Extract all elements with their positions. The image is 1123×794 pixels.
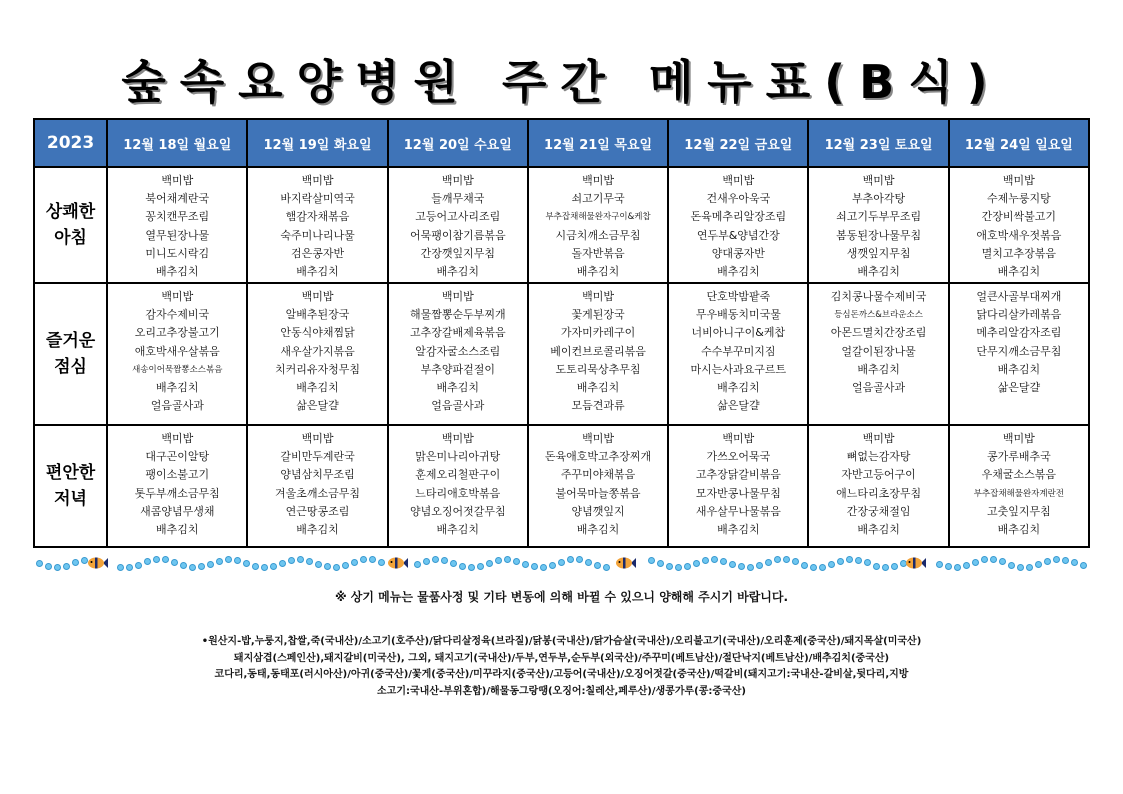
bubble-icon — [981, 556, 988, 563]
menu-item: 새우살무나물볶음 — [695, 504, 781, 518]
header-row — [34, 119, 1089, 167]
bubble-icon — [333, 564, 340, 571]
bubble-icon — [540, 564, 547, 571]
bubble-icon — [468, 564, 475, 571]
bubble-icon — [135, 562, 142, 569]
menu-item: 마시는사과요구르트 — [690, 362, 787, 376]
menu-item: 팽이소불고기 — [145, 468, 210, 482]
meal-row — [34, 283, 1089, 425]
bubble-icon — [189, 564, 196, 571]
day-header: 12월 18일 월요일 — [107, 119, 247, 167]
menu-item: 백미밥 — [161, 174, 194, 187]
bubble-icon — [837, 558, 844, 565]
bubble-icon — [153, 556, 160, 563]
weekly-menu-table — [33, 118, 1090, 548]
bubble-icon — [252, 563, 259, 570]
menu-item: 배추김치 — [296, 381, 339, 395]
bubble-icon — [495, 557, 502, 564]
bubble-icon — [765, 559, 772, 566]
menu-item: 배추김치 — [997, 265, 1041, 279]
bubble-icon — [1062, 557, 1069, 564]
origin-info — [30, 634, 1093, 700]
menu-item: 백미밥 — [301, 290, 334, 303]
meal-row — [34, 425, 1089, 547]
menu-item: 돈육메추리알장조림 — [690, 210, 787, 224]
menu-item: 얼음골사과 — [431, 399, 485, 413]
menu-item: 새송이어묵짬뽕소스볶음 — [132, 364, 223, 375]
menu-item: 백미밥 — [301, 432, 334, 445]
bubble-icon — [936, 561, 943, 568]
bubble-icon — [117, 564, 124, 571]
menu-cell — [247, 167, 387, 283]
menu-item: 자반고등어구이 — [841, 468, 916, 482]
menu-item: 백미밥 — [722, 432, 755, 445]
page-title: 숲속요양병원 주간 메뉴표(B식) — [121, 55, 1002, 109]
menu-item: 애느타리초장무침 — [836, 486, 922, 500]
menu-item: 양념오징어젓갈무침 — [409, 504, 506, 518]
notice-text: ※ 상기 메뉴는 물품사정 및 기타 변동에 의해 바뀔 수 있으니 양해해 주시기 바랍니다. — [334, 590, 789, 604]
menu-item: 백미밥 — [582, 174, 614, 187]
menu-item: 배추김치 — [156, 265, 199, 279]
menu-item: 연근땅콩조림 — [285, 504, 350, 518]
menu-item: 부추잡채해물완자계란전 — [973, 488, 1065, 499]
bubble-icon — [378, 559, 385, 566]
bubble-icon — [171, 559, 178, 566]
bubble-icon — [423, 558, 430, 565]
bubble-icon — [216, 558, 223, 565]
menu-item: 꽁치캔무조림 — [145, 210, 210, 224]
bubble-icon — [144, 558, 151, 565]
menu-item: 백미밥 — [1002, 174, 1035, 187]
bubble-icon — [846, 556, 853, 563]
bubble-icon — [576, 556, 583, 563]
menu-item: 배추김치 — [997, 362, 1041, 376]
fish-icon — [388, 556, 408, 570]
bubble-icon — [441, 557, 448, 564]
menu-item: 오리고추장불고기 — [134, 326, 220, 340]
menu-item: 얼음골사과 — [852, 381, 906, 395]
menu-item: 북어채계란국 — [145, 192, 210, 206]
bubble-icon — [756, 562, 763, 569]
menu-item: 배추김치 — [436, 265, 480, 279]
menu-item: 아몬드멸치간장조림 — [830, 326, 927, 340]
menu-item: 배추김치 — [717, 523, 760, 537]
menu-item: 알배추된장국 — [285, 308, 350, 322]
menu-item: 건새우아욱국 — [706, 192, 771, 206]
bubble-icon — [81, 557, 88, 564]
bubble-icon — [954, 564, 961, 571]
bubble-icon — [864, 559, 871, 566]
menu-item: 등심돈까스&브라운소스 — [834, 310, 923, 321]
menu-item: 백미밥 — [1002, 432, 1035, 445]
bubble-icon — [288, 557, 295, 564]
fish-icon — [88, 556, 108, 570]
menu-item: 배추김치 — [857, 362, 900, 376]
menu-item: 돌자반볶음 — [571, 246, 625, 260]
menu-item: 배추김치 — [296, 523, 339, 537]
menu-item: 부추잡채해물완자구이&케찹 — [545, 212, 651, 223]
menu-cell — [808, 283, 948, 425]
menu-item: 모자반콩나물무침 — [695, 486, 781, 500]
bubble-icon — [585, 559, 592, 566]
menu-cell — [528, 167, 668, 283]
menu-item: 가자미카레구이 — [560, 326, 636, 340]
bubble-icon — [306, 558, 313, 565]
bubble-icon — [963, 562, 970, 569]
menu-item: 안동식야채찜닭 — [280, 326, 355, 340]
bubble-icon — [162, 556, 169, 563]
menu-item: 백미밥 — [862, 174, 895, 187]
menu-item: 고춧잎지무침 — [986, 504, 1051, 518]
bubble-icon — [234, 557, 241, 564]
menu-item: 김치콩나물수제비국 — [830, 290, 927, 303]
meal-label-line: 즐거운 — [45, 331, 96, 351]
menu-item: 간장궁채절임 — [846, 504, 911, 518]
menu-item: 미니도시락김 — [145, 246, 210, 260]
menu-item: 배추김치 — [717, 381, 760, 395]
menu-item: 어묵팽이참기름볶음 — [409, 228, 506, 242]
menu-item: 너비아니구이&케찹 — [691, 326, 786, 340]
menu-item: 생깻잎지무침 — [846, 246, 911, 260]
menu-item: 무우배동치미국물 — [695, 308, 781, 322]
menu-item: 들깨무채국 — [431, 192, 485, 206]
menu-item: 백미밥 — [441, 290, 474, 303]
bubble-icon — [711, 556, 718, 563]
bubble-icon — [828, 561, 835, 568]
menu-item: 배추김치 — [436, 381, 480, 395]
meal-label — [34, 283, 107, 425]
menu-item: 애호박새우젓볶음 — [976, 228, 1062, 242]
menu-item: 열무된장나물 — [145, 228, 210, 242]
fish-icon — [906, 556, 926, 570]
bubble-icon — [1008, 562, 1015, 569]
menu-item: 새콤양념무생채 — [140, 504, 215, 518]
menu-item: 백미밥 — [582, 432, 614, 445]
bubble-icon — [945, 563, 952, 570]
menu-item: 닭다리살카레볶음 — [976, 308, 1062, 322]
meal-label-line: 저녁 — [54, 489, 87, 509]
meal-label — [34, 425, 107, 547]
menu-cell — [808, 425, 948, 547]
menu-item: 양대콩자반 — [711, 246, 765, 260]
bubble-icon — [414, 561, 421, 568]
fish-icon — [616, 556, 636, 570]
bubble-icon — [432, 556, 439, 563]
bubble-icon — [882, 564, 889, 571]
bubble-icon — [198, 563, 205, 570]
menu-item: 얼음골사과 — [150, 399, 204, 413]
day-header: 12월 24일 일요일 — [949, 119, 1089, 167]
menu-item: 가쓰오어묵국 — [706, 450, 771, 464]
bubble-icon — [990, 556, 997, 563]
menu-item: 배추김치 — [997, 523, 1041, 537]
bubble-icon — [738, 563, 745, 570]
menu-item: 얼큰사골부대찌개 — [976, 290, 1062, 303]
bubble-icon — [1053, 556, 1060, 563]
menu-item: 단무지깨소금무침 — [976, 344, 1062, 358]
bubble-icon — [1044, 558, 1051, 565]
bubble-icon — [666, 563, 673, 570]
menu-item: 간장비싹불고기 — [981, 210, 1057, 224]
menu-item: 느타리애호박볶음 — [415, 486, 501, 500]
menu-cell — [668, 425, 808, 547]
menu-item: 우채굴소스볶음 — [981, 468, 1057, 482]
menu-item: 배추김치 — [156, 381, 199, 395]
menu-cell — [949, 283, 1089, 425]
menu-item: 배추김치 — [857, 265, 900, 279]
menu-item: 단호박밤팥죽 — [706, 290, 771, 303]
menu-item: 멸치고추장볶음 — [981, 246, 1057, 260]
menu-item: 간장깻잎지무침 — [420, 246, 495, 260]
bubble-icon — [648, 557, 655, 564]
bubble-icon — [63, 563, 70, 570]
menu-item: 백미밥 — [441, 174, 474, 187]
bubble-icon — [801, 562, 808, 569]
menu-cell — [949, 425, 1089, 547]
menu-item: 삶은달걀 — [296, 399, 339, 413]
bubble-icon — [810, 564, 817, 571]
menu-item: 대구곤이알탕 — [145, 450, 210, 464]
menu-item: 양념삼치무조림 — [280, 468, 355, 482]
bubble-icon — [531, 563, 538, 570]
menu-cell — [808, 167, 948, 283]
menu-item: 알감자굴소스조림 — [415, 344, 501, 358]
bubble-icon — [747, 564, 754, 571]
menu-item: 꽃게된장국 — [571, 308, 625, 322]
bubble-icon — [243, 560, 250, 567]
meal-label-line: 점심 — [54, 357, 87, 377]
year-header: 2023 — [34, 119, 107, 167]
bubble-icon — [513, 558, 520, 565]
origin-line: 소고기:국내산-부위혼합)/해물동그랑땡(오징어:칠레산,페루산)/생콩가루(콩:중국산) — [377, 685, 746, 697]
menu-item: 수제누룽지탕 — [986, 192, 1051, 206]
menu-item: 시금치깨소금무침 — [555, 228, 641, 242]
origin-line: •원산지-밥,누룽지,찹쌀,죽(국내산)/소고기(호주산)/닭다리살정육(브라질)/닭봉(국내산)/닭가슴살(국내산)/오리불고기(국내산)/오리훈제(중국산)/돼지목살(미국산) — [201, 636, 922, 647]
bubble-icon — [855, 557, 862, 564]
menu-item: 맑은미나리아귀탕 — [415, 450, 501, 464]
bubble-icon — [279, 560, 286, 567]
bubble-icon — [891, 563, 898, 570]
menu-item: 숙주미나리나물 — [280, 228, 355, 242]
bubble-icon — [207, 561, 214, 568]
menu-item: 검은콩자반 — [290, 246, 345, 260]
menu-cell — [247, 425, 387, 547]
bubble-icon — [1071, 559, 1078, 566]
bubble-icon — [657, 560, 664, 567]
bubble-icon — [774, 556, 781, 563]
bubble-icon — [297, 556, 304, 563]
origin-line: 돼지삼겹(스페인산),돼지갈비(미국산), 그외, 돼지고기(국내산)/두부,연두부,순두부(외국산)/주꾸미(베트남산)/절단낙지(베트남산)/배추김치(중국산) — [233, 652, 890, 664]
bubble-icon — [999, 558, 1006, 565]
menu-item: 쇠고기두부무조림 — [836, 210, 922, 224]
bubble-icon — [180, 562, 187, 569]
menu-item: 해물짬뽕순두부찌개 — [409, 308, 506, 322]
bubble-icon — [36, 560, 43, 567]
menu-item: 바지락살미역국 — [280, 192, 355, 206]
menu-item: 백미밥 — [161, 432, 194, 445]
meal-label-line: 아침 — [54, 228, 87, 248]
bubble-icon — [324, 563, 331, 570]
bubble-icon — [522, 561, 529, 568]
meal-label-line: 편안한 — [45, 463, 96, 483]
bubble-icon — [819, 564, 826, 571]
meal-row — [34, 167, 1089, 283]
menu-item: 새우살가지볶음 — [280, 344, 355, 358]
menu-item: 봄동된장나물무침 — [836, 228, 922, 242]
bubble-icon — [720, 558, 727, 565]
day-header: 12월 23일 토요일 — [808, 119, 948, 167]
bubble-icon — [684, 563, 691, 570]
menu-item: 부추양파겉절이 — [420, 362, 495, 376]
bubble-icon — [549, 562, 556, 569]
bubble-icon — [1080, 562, 1087, 569]
bubble-icon — [261, 564, 268, 571]
bubble-icon — [459, 563, 466, 570]
menu-item: 백미밥 — [441, 432, 474, 445]
menu-cell — [107, 283, 247, 425]
bubble-icon — [783, 556, 790, 563]
bubble-icon — [594, 562, 601, 569]
menu-item: 불어묵마늘쫑볶음 — [555, 486, 641, 500]
bubble-icon — [567, 556, 574, 563]
meal-label — [34, 167, 107, 283]
bubble-icon — [351, 559, 358, 566]
menu-item: 배추김치 — [436, 523, 480, 537]
bubble-icon — [54, 564, 61, 571]
menu-item: 훈제오리철판구이 — [415, 468, 501, 482]
menu-cell — [668, 283, 808, 425]
menu-item: 메추리알감자조림 — [976, 326, 1062, 340]
bubble-icon — [342, 562, 349, 569]
meal-label-line: 상쾌한 — [45, 202, 96, 222]
bubble-icon — [1017, 564, 1024, 571]
menu-item: 돈육애호박고추장찌개 — [544, 450, 652, 464]
menu-item: 톳두부깨소금무침 — [134, 486, 220, 500]
menu-cell — [668, 167, 808, 283]
bubble-icon — [360, 556, 367, 563]
menu-cell — [528, 425, 668, 547]
menu-item: 애호박새우살볶음 — [134, 344, 220, 358]
menu-item: 배추김치 — [717, 265, 760, 279]
menu-cell — [107, 425, 247, 547]
menu-item: 양념깻잎지 — [571, 504, 625, 518]
menu-item: 백미밥 — [301, 174, 334, 187]
menu-cell — [107, 167, 247, 283]
menu-item: 햄감자채볶음 — [285, 210, 350, 224]
menu-item: 쇠고기무국 — [571, 192, 625, 206]
bubble-icon — [702, 557, 709, 564]
bubble-icon — [792, 558, 799, 565]
menu-item: 고등어고사리조림 — [415, 210, 501, 224]
menu-item: 백미밥 — [582, 290, 614, 303]
bubble-icon — [603, 564, 610, 571]
bubble-icon — [72, 559, 79, 566]
menu-item: 삶은달걀 — [717, 399, 760, 413]
origin-line: 코다리,동태,동태포(러시아산)/아귀(중국산)/꽃게(중국산)/미꾸라지(중국산)/고등어(국내산)/오징어젓갈(중국산)/떡갈비(돼지고기:국내산-갈비살,뒷다리,지방 — [214, 669, 909, 680]
menu-item: 베이컨브로콜리볶음 — [550, 344, 646, 358]
day-header: 12월 20일 수요일 — [388, 119, 528, 167]
day-header: 12월 22일 금요일 — [668, 119, 808, 167]
menu-cell — [949, 167, 1089, 283]
bubble-icon — [126, 564, 133, 571]
bubble-icon — [1026, 564, 1033, 571]
menu-item: 부추아각탕 — [852, 192, 906, 206]
menu-item: 갈비만두계란국 — [280, 450, 355, 464]
menu-item: 백미밥 — [722, 174, 755, 187]
bubble-icon — [270, 563, 277, 570]
menu-item: 배추김치 — [576, 381, 620, 395]
bubble-icon — [450, 560, 457, 567]
menu-item: 백미밥 — [862, 432, 895, 445]
bubble-icon — [315, 561, 322, 568]
menu-cell — [388, 167, 528, 283]
menu-item: 콩가루배추국 — [986, 450, 1051, 464]
menu-item: 백미밥 — [161, 290, 194, 303]
menu-item: 뼈없는감자탕 — [846, 450, 911, 464]
bubble-icon — [486, 560, 493, 567]
bubble-icon — [972, 559, 979, 566]
menu-item: 얼갈이된장나물 — [841, 344, 916, 358]
menu-cell — [528, 283, 668, 425]
bubble-icon — [873, 563, 880, 570]
bubble-icon — [225, 556, 232, 563]
menu-item: 모듬견과류 — [571, 399, 625, 413]
menu-item: 배추김치 — [576, 265, 620, 279]
menu-item: 배추김치 — [296, 265, 339, 279]
menu-item: 겨울초깨소금무침 — [275, 486, 361, 500]
menu-item: 감자수제비국 — [145, 308, 210, 322]
menu-item: 배추김치 — [576, 523, 620, 537]
bubble-icon — [675, 564, 682, 571]
bubble-icon — [729, 561, 736, 568]
menu-item: 배추김치 — [156, 523, 199, 537]
menu-item: 배추김치 — [857, 523, 900, 537]
menu-item: 치커리유자청무침 — [275, 362, 361, 376]
bubble-icon — [369, 556, 376, 563]
bubble-icon — [693, 560, 700, 567]
day-header: 12월 21일 목요일 — [528, 119, 668, 167]
bubble-icon — [477, 563, 484, 570]
bubble-divider — [36, 552, 1088, 578]
menu-item: 연두부&양념간장 — [696, 228, 780, 242]
menu-cell — [388, 425, 528, 547]
bubble-icon — [558, 559, 565, 566]
day-header: 12월 19일 화요일 — [247, 119, 387, 167]
menu-cell — [247, 283, 387, 425]
menu-item: 도토리묵상추무침 — [555, 362, 641, 376]
menu-item: 고추장닭갈비볶음 — [695, 468, 781, 482]
menu-cell — [388, 283, 528, 425]
menu-item: 주꾸미야채볶음 — [560, 468, 636, 482]
menu-item: 수수부꾸미지짐 — [701, 344, 776, 358]
bubble-icon — [45, 563, 52, 570]
menu-item: 고추장갈배제육볶음 — [409, 326, 506, 340]
bubble-icon — [1035, 561, 1042, 568]
menu-item: 삶은달걀 — [997, 381, 1041, 395]
bubble-icon — [504, 556, 511, 563]
